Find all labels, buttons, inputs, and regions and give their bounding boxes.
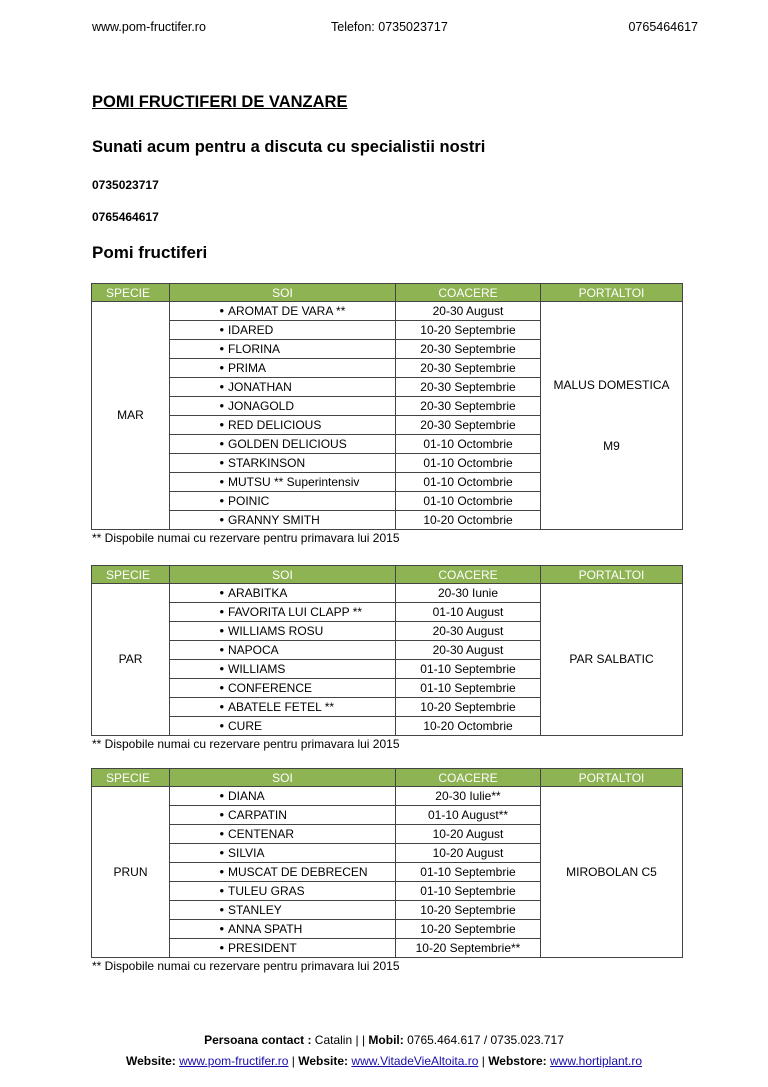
portaltoi-cell — [541, 584, 683, 736]
coacere-cell: 20-30 August — [396, 641, 541, 660]
coacere-cell: 20-30 Septembrie — [396, 378, 541, 397]
specie-cell: PAR — [92, 584, 170, 736]
portaltoi-value: MALUS DOMESTICA — [553, 377, 670, 392]
column-header-soi: SOI — [170, 769, 396, 787]
soi-label: DIANA — [228, 789, 265, 803]
footer-pipe-2: | — [481, 1054, 485, 1068]
phone-1: 0735023717 — [92, 178, 159, 192]
availability-note: ** Dispobile numai cu rezervare pentru primavara lui 2015 — [92, 531, 400, 545]
soi-cell — [170, 511, 396, 530]
column-header-coacere: COACERE — [396, 566, 541, 584]
column-header-soi: SOI — [170, 566, 396, 584]
soi-label: CENTENAR — [228, 827, 295, 841]
soi-cell — [170, 825, 396, 844]
soi-cell — [170, 454, 396, 473]
coacere-cell: 01-10 Octombrie — [396, 454, 541, 473]
soi-label: JONATHAN — [228, 380, 292, 394]
coacere-cell: 20-30 Septembrie — [396, 397, 541, 416]
bullet-icon: • — [219, 341, 224, 356]
coacere-cell: 20-30 Septembrie — [396, 340, 541, 359]
page-header — [92, 20, 698, 36]
fruit-table-mar — [91, 283, 683, 530]
soi-cell — [170, 340, 396, 359]
soi-cell — [170, 473, 396, 492]
soi-label: JONAGOLD — [228, 399, 295, 413]
footer-contact — [0, 1033, 768, 1047]
specie-cell: PRUN — [92, 787, 170, 958]
soi-label: STANLEY — [228, 903, 282, 917]
soi-cell — [170, 660, 396, 679]
bullet-icon: • — [219, 940, 224, 955]
coacere-cell: 20-30 August — [396, 622, 541, 641]
soi-cell — [170, 378, 396, 397]
page-subtitle: Sunati acum pentru a discuta cu specialistii nostri — [92, 138, 486, 156]
column-header-portaltoi: PORTALTOI — [541, 284, 683, 302]
header-phone: Telefon: 0735023717 — [331, 20, 448, 34]
soi-cell — [170, 863, 396, 882]
website-link-2[interactable]: www.VitadeVieAltoita.ro — [351, 1054, 479, 1068]
coacere-cell: 10-20 Octombrie — [396, 511, 541, 530]
soi-cell — [170, 416, 396, 435]
coacere-cell: 10-20 Septembrie** — [396, 939, 541, 958]
soi-cell — [170, 920, 396, 939]
coacere-cell: 01-10 Octombrie — [396, 435, 541, 454]
soi-cell — [170, 787, 396, 806]
soi-label: SILVIA — [228, 846, 265, 860]
soi-label: TULEU GRAS — [228, 884, 305, 898]
coacere-cell: 01-10 Octombrie — [396, 492, 541, 511]
soi-cell — [170, 397, 396, 416]
bullet-icon: • — [219, 512, 224, 527]
coacere-cell: 10-20 August — [396, 825, 541, 844]
soi-label: NAPOCA — [228, 643, 279, 657]
phone-2: 0765464617 — [92, 210, 159, 224]
coacere-cell: 10-20 Septembrie — [396, 920, 541, 939]
bullet-icon: • — [219, 680, 224, 695]
soi-label: ARABITKA — [228, 586, 288, 600]
bullet-icon: • — [219, 360, 224, 375]
bullet-icon: • — [219, 807, 224, 822]
footer-separator: | | — [355, 1033, 366, 1047]
bullet-icon: • — [219, 322, 224, 337]
webstore-label: Webstore: — [488, 1054, 547, 1068]
header-website: www.pom-fructifer.ro — [92, 20, 206, 34]
availability-note: ** Dispobile numai cu rezervare pentru primavara lui 2015 — [92, 737, 400, 751]
soi-cell — [170, 717, 396, 736]
soi-label: PRESIDENT — [228, 941, 297, 955]
coacere-cell: 20-30 Iunie — [396, 584, 541, 603]
portaltoi-value: PAR SALBATIC — [569, 652, 654, 666]
bullet-icon: • — [219, 474, 224, 489]
soi-label: WILLIAMS — [228, 662, 286, 676]
soi-label: GRANNY SMITH — [228, 513, 320, 527]
bullet-icon: • — [219, 379, 224, 394]
column-header-coacere: COACERE — [396, 769, 541, 787]
bullet-icon: • — [219, 661, 224, 676]
bullet-icon: • — [219, 455, 224, 470]
bullet-icon: • — [219, 303, 224, 318]
coacere-cell: 01-10 Octombrie — [396, 473, 541, 492]
coacere-cell: 01-10 Septembrie — [396, 679, 541, 698]
soi-label: CONFERENCE — [228, 681, 313, 695]
bullet-icon: • — [219, 493, 224, 508]
website-label-1: Website: — [125, 1054, 176, 1068]
page-title: POMI FRUCTIFERI DE VANZARE — [92, 93, 348, 111]
soi-cell — [170, 584, 396, 603]
website-link-1[interactable]: www.pom-fructifer.ro — [179, 1054, 289, 1068]
column-header-portaltoi: PORTALTOI — [541, 769, 683, 787]
mobile-label: Mobil: — [368, 1033, 404, 1047]
section-title: Pomi fructiferi — [92, 243, 208, 262]
coacere-cell: 01-10 Septembrie — [396, 882, 541, 901]
soi-label: POINIC — [228, 494, 270, 508]
website-label-2: Website: — [298, 1054, 349, 1068]
column-header-specie: SPECIE — [92, 284, 170, 302]
portaltoi-cell — [541, 302, 683, 530]
portaltoi-value: MIROBOLAN C5 — [566, 864, 657, 879]
bullet-icon: • — [219, 826, 224, 841]
soi-label: MUTSU ** Superintensiv — [228, 475, 360, 489]
coacere-cell: 20-30 Septembrie — [396, 359, 541, 378]
bullet-icon: • — [219, 902, 224, 917]
fruit-table-par — [91, 565, 683, 736]
fruit-table-prun — [91, 768, 683, 958]
soi-cell — [170, 435, 396, 454]
soi-cell — [170, 806, 396, 825]
bullet-icon: • — [219, 417, 224, 432]
soi-label: RED DELICIOUS — [228, 418, 322, 432]
soi-cell — [170, 698, 396, 717]
coacere-cell: 10-20 Septembrie — [396, 901, 541, 920]
coacere-cell: 10-20 Septembrie — [396, 321, 541, 340]
bullet-icon: • — [219, 604, 224, 619]
soi-cell — [170, 359, 396, 378]
soi-label: WILLIAMS ROSU — [228, 624, 324, 638]
bullet-icon: • — [219, 436, 224, 451]
footer-pipe-1: | — [291, 1054, 295, 1068]
bullet-icon: • — [219, 398, 224, 413]
coacere-cell: 01-10 August — [396, 603, 541, 622]
soi-cell — [170, 622, 396, 641]
soi-label: MUSCAT DE DEBRECEN — [228, 865, 368, 879]
availability-note: ** Dispobile numai cu rezervare pentru primavara lui 2015 — [92, 959, 400, 973]
bullet-icon: • — [219, 788, 224, 803]
bullet-icon: • — [219, 864, 224, 879]
coacere-cell: 10-20 August — [396, 844, 541, 863]
soi-cell — [170, 641, 396, 660]
soi-label: ABATELE FETEL ** — [228, 700, 335, 714]
soi-cell — [170, 321, 396, 340]
soi-label: FLORINA — [228, 342, 281, 356]
specie-cell: MAR — [92, 302, 170, 530]
mobile-value: 0765.464.617 / 0735.023.717 — [407, 1033, 564, 1047]
bullet-icon: • — [219, 718, 224, 733]
soi-cell — [170, 603, 396, 622]
coacere-cell: 10-20 Octombrie — [396, 717, 541, 736]
footer-links — [0, 1054, 768, 1068]
soi-cell — [170, 679, 396, 698]
soi-label: ANNA SPATH — [228, 922, 303, 936]
soi-cell — [170, 302, 396, 321]
bullet-icon: • — [219, 699, 224, 714]
column-header-portaltoi: PORTALTOI — [541, 566, 683, 584]
bullet-icon: • — [219, 845, 224, 860]
coacere-cell: 01-10 Septembrie — [396, 863, 541, 882]
bullet-icon: • — [219, 623, 224, 638]
soi-cell — [170, 844, 396, 863]
bullet-icon: • — [219, 585, 224, 600]
column-header-specie: SPECIE — [92, 566, 170, 584]
soi-label: AROMAT DE VARA ** — [228, 304, 346, 318]
soi-cell — [170, 901, 396, 920]
webstore-link[interactable]: www.hortiplant.ro — [549, 1054, 643, 1068]
soi-label: STARKINSON — [228, 456, 306, 470]
coacere-cell: 01-10 August** — [396, 806, 541, 825]
soi-cell — [170, 882, 396, 901]
bullet-icon: • — [219, 921, 224, 936]
coacere-cell: 01-10 Septembrie — [396, 660, 541, 679]
bullet-icon: • — [219, 883, 224, 898]
soi-label: CARPATIN — [228, 808, 287, 822]
soi-label: PRIMA — [228, 361, 267, 375]
coacere-cell: 20-30 Septembrie — [396, 416, 541, 435]
table-row — [92, 584, 683, 603]
coacere-cell: 20-30 Iulie** — [396, 787, 541, 806]
soi-label: CURE — [228, 719, 263, 733]
portaltoi-value: M9 — [603, 438, 620, 453]
portaltoi-cell — [541, 787, 683, 958]
soi-label: GOLDEN DELICIOUS — [228, 437, 347, 451]
header-phone2: 0765464617 — [628, 20, 698, 34]
soi-cell — [170, 492, 396, 511]
soi-cell — [170, 939, 396, 958]
soi-label: IDARED — [228, 323, 274, 337]
column-header-coacere: COACERE — [396, 284, 541, 302]
table-row — [92, 787, 683, 806]
contact-label: Persoana contact : — [204, 1033, 312, 1047]
bullet-icon: • — [219, 642, 224, 657]
coacere-cell: 20-30 August — [396, 302, 541, 321]
column-header-soi: SOI — [170, 284, 396, 302]
column-header-specie: SPECIE — [92, 769, 170, 787]
table-row — [92, 302, 683, 321]
coacere-cell: 10-20 Septembrie — [396, 698, 541, 717]
contact-name: Catalin — [314, 1033, 353, 1047]
soi-label: FAVORITA LUI CLAPP ** — [228, 605, 363, 619]
